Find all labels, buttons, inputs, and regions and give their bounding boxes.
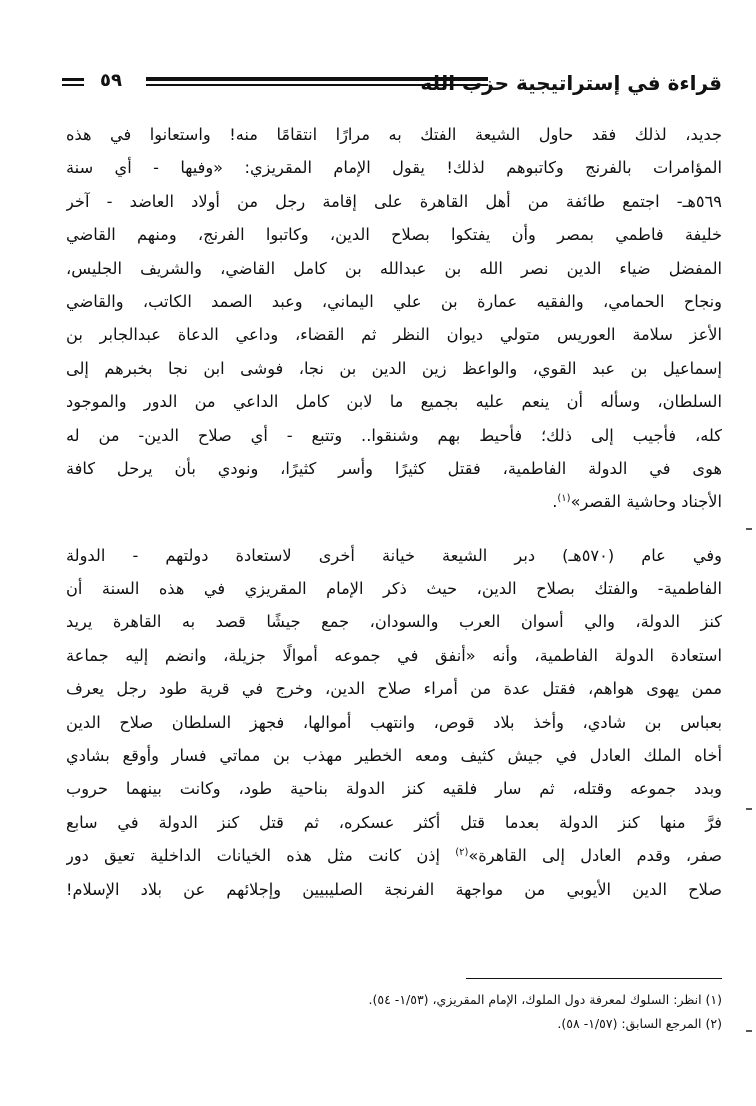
continuation: إذن كانت مثل هذه الخيانات الداخلية تعيق دور <box>66 846 456 866</box>
margin-tick <box>746 528 752 530</box>
text-line: فرَّ منها كنز الدولة بعدما قتل أكثر عسكره، ثم قتل كنز الدولة في سابع <box>66 812 722 832</box>
text-line: المؤامرات بالفرنج وكاتبوهم لذلك! يقول الإمام المقريزي: «وفيها - أي سنة <box>66 158 722 178</box>
text-line: بعباس بن شادي، وأخذ بلاد قوص، وانتهب أموالها، فجهز السلطان صلاح الدين <box>66 712 722 732</box>
text-line: أخاه الملك العادل في جيش كثيف ومعه الخطير مهذب بن مماتي فسار وأوقع بشادي <box>66 746 722 766</box>
margin-tick <box>746 1030 752 1032</box>
text-line: كله، فأجيب إلى ذلك؛ فأحيط بهم وشنقوا.. وتتبع - أي صلاح الدين- من له <box>66 425 722 445</box>
footnote-2: (٢) المرجع السابق: (١/٥٧- ٥٨). <box>557 1016 722 1031</box>
text-line: السلطان، وسأله أن ينعم عليه بجميع ما لابن كامل الداعي من الدور والموجود <box>66 392 722 412</box>
text-line: كنز الدولة، والي أسوان العرب والسودان، جمع جيشًا قصد به القاهرة يريد <box>66 612 722 632</box>
text-line: ٥٦٩هـ- اجتمع طائفة من أهل القاهرة على إقامة رجل من أولاد العاضد - آخر <box>66 191 722 211</box>
text-line: صلاح الدين الأيوبي من مواجهة الفرنجة الصليبيين وإجلائهم عن بلاد الإسلام! <box>66 879 722 899</box>
footnotes <box>62 988 722 1036</box>
text-line: المفضل ضياء الدين نصر الله بن عبدالله بن كامل القاضي، والشريف الجليس، <box>66 258 722 278</box>
text-line <box>66 485 722 518</box>
footnote-1: (١) انظر: السلوك لمعرفة دول الملوك، الإمام المقريزي، (١/٥٣- ٥٤). <box>368 992 722 1007</box>
running-header <box>62 66 722 100</box>
margin-tick <box>746 808 752 810</box>
page-number: ٥٩ <box>100 70 122 91</box>
text-line: هوى في الدولة الفاطمية، فقتل كثيرًا وأسر كثيرًا، ونودي بأن يرحل كافة <box>66 458 722 478</box>
quote-end: صفر، وقدم العادل إلى القاهرة» <box>468 846 722 866</box>
quote-end: الأجناد وحاشية القصر» <box>570 492 722 512</box>
text-line: استعادة الدولة الفاطمية، وأنه «أنفق في جموعه أموالًا جزيلة، وانضم إليه جماعة <box>66 645 722 665</box>
text-line <box>66 839 722 872</box>
text-line: الأعز سلامة العوريس متولي ديوان النظر ثم القضاء، وداعي الدعاة عبدالجابر بن <box>66 325 722 345</box>
text-line: ممن يهوى هواهم، فقتل عدة من أمراء صلاح الدين، وخرج في قرية طود رجل يعرف <box>66 679 722 699</box>
text-line: جديد، لذلك فقد حاول الشيعة الفتك به مرارًا انتقامًا منه! واستعانوا في هذه <box>66 125 722 144</box>
text-line: وبدد جموعه وقتله، ثم سار فلقيه كنز الدولة بناحية طود، وكانت بينهما حروب <box>66 779 722 799</box>
body-text <box>66 118 722 906</box>
period: . <box>552 492 558 512</box>
page-number-mark <box>62 78 84 86</box>
footnote-ref-2[interactable]: (٢) <box>455 847 469 859</box>
text-line: ونجاح الحمامي، والفقيه عمارة بن علي اليماني، وعبد الصمد الكاتب، والقاضي <box>66 291 722 311</box>
book-title: قراءة في إستراتيجية حزب الله <box>420 71 722 95</box>
footnote-ref-1[interactable]: (١) <box>557 493 571 505</box>
text-line: خليفة فاطمي بمصر وأن يفتكوا بصلاح الدين، وكاتبوا الفرنج، ومنهم القاضي <box>66 225 722 245</box>
text-line: الفاطمية- والفتك بصلاح الدين، حيث ذكر الإمام المقريزي في هذه السنة أن <box>66 579 722 599</box>
footnote-separator <box>466 978 722 979</box>
text-line: إسماعيل بن عبد القوي، والواعظ زين الدين بن نجا، فوشى ابن نجا بخبرهم إلى <box>66 358 722 378</box>
text-line: وفي عام (٥٧٠هـ) دبر الشيعة خيانة أخرى لاستعادة دولتهم - الدولة <box>66 545 722 565</box>
